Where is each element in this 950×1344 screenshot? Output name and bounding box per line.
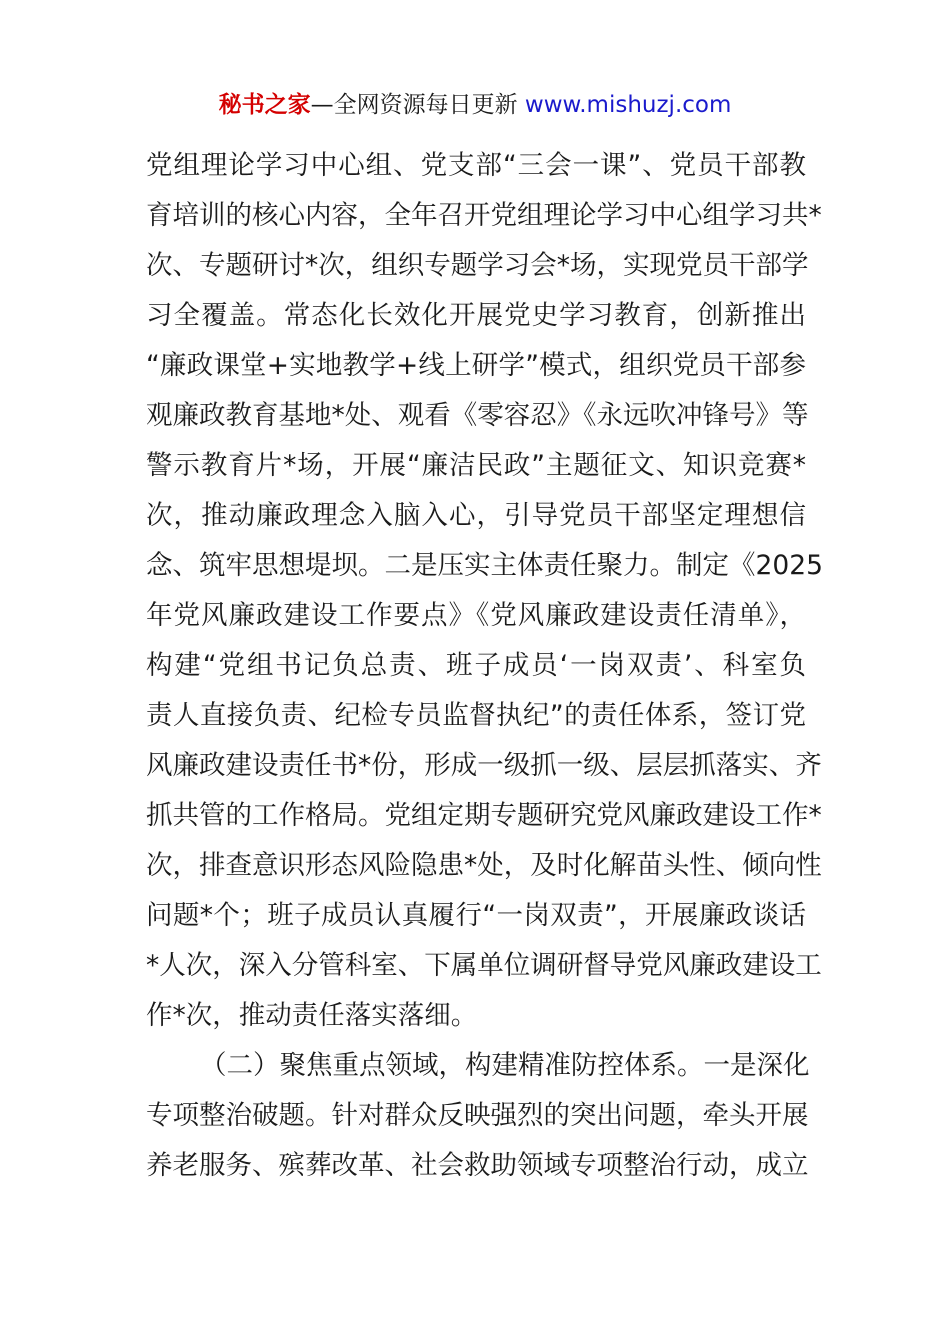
- text-line: *人次，深入分管科室、下属单位调研督导党风廉政建设工: [146, 950, 822, 981]
- brand-name: 秘书之家: [218, 92, 311, 118]
- text-line: 习全覆盖。常态化长效化开展党史学习教育，创新推出: [146, 300, 806, 331]
- text-line: 专项整治破题。针对群众反映强烈的突出问题，牵头开展: [146, 1100, 809, 1131]
- text-line: 警示教育片*场，开展“廉洁民政”主题征文、知识竞赛*: [146, 450, 806, 481]
- text-line: 养老服务、殡葬改革、社会救助领域专项整治行动，成立: [146, 1150, 809, 1181]
- text-line: 年党风廉政建设工作要点》《党风廉政建设责任清单》，: [146, 600, 806, 631]
- text-line: 次，排查意识形态风险隐患*处，及时化解苗头性、倾向性: [146, 850, 822, 881]
- text-line: 问题*个；班子成员认真履行“一岗双责”，开展廉政谈话: [146, 900, 806, 931]
- text-line: 次，推动廉政理念入脑入心，引导党员干部坚定理想信: [146, 500, 806, 531]
- text-line: 作*次，推动责任落实落细。: [146, 1000, 478, 1031]
- text-line: 观廉政教育基地*处、观看《零容忍》《永远吹冲锋号》等: [146, 400, 809, 431]
- text-line: “廉政课堂+实地教学+线上研学”模式，组织党员干部参: [146, 350, 806, 381]
- page-header: [0, 88, 950, 122]
- text-line: 风廉政建设责任书*份，形成一级抓一级、层层抓落实、齐: [146, 750, 822, 781]
- text-line: 育培训的核心内容，全年召开党组理论学习中心组学习共*: [146, 200, 822, 231]
- header-tagline: —全网资源每日更新: [310, 92, 518, 118]
- text-line: 次、专题研讨*次，组织专题学习会*场，实现党员干部学: [146, 250, 809, 281]
- text-line: 念、筑牢思想堤坝。二是压实主体责任聚力。制定《2025: [146, 550, 823, 581]
- text-line: 责人直接负责、纪检专员监督执纪”的责任体系，签订党: [146, 700, 806, 731]
- section-heading-line: （二）聚焦重点领域，构建精准防控体系。一是深化: [200, 1050, 810, 1081]
- text-line: 抓共管的工作格局。党组定期专题研究党风廉政建设工作*: [146, 800, 822, 831]
- text-line: 构建“党组书记负总责、班子成员‘一岗双责’、科室负: [146, 650, 806, 681]
- text-line: 党组理论学习中心组、党支部“三会一课”、党员干部教: [146, 150, 806, 181]
- site-url[interactable]: www.mishuzj.com: [524, 92, 732, 118]
